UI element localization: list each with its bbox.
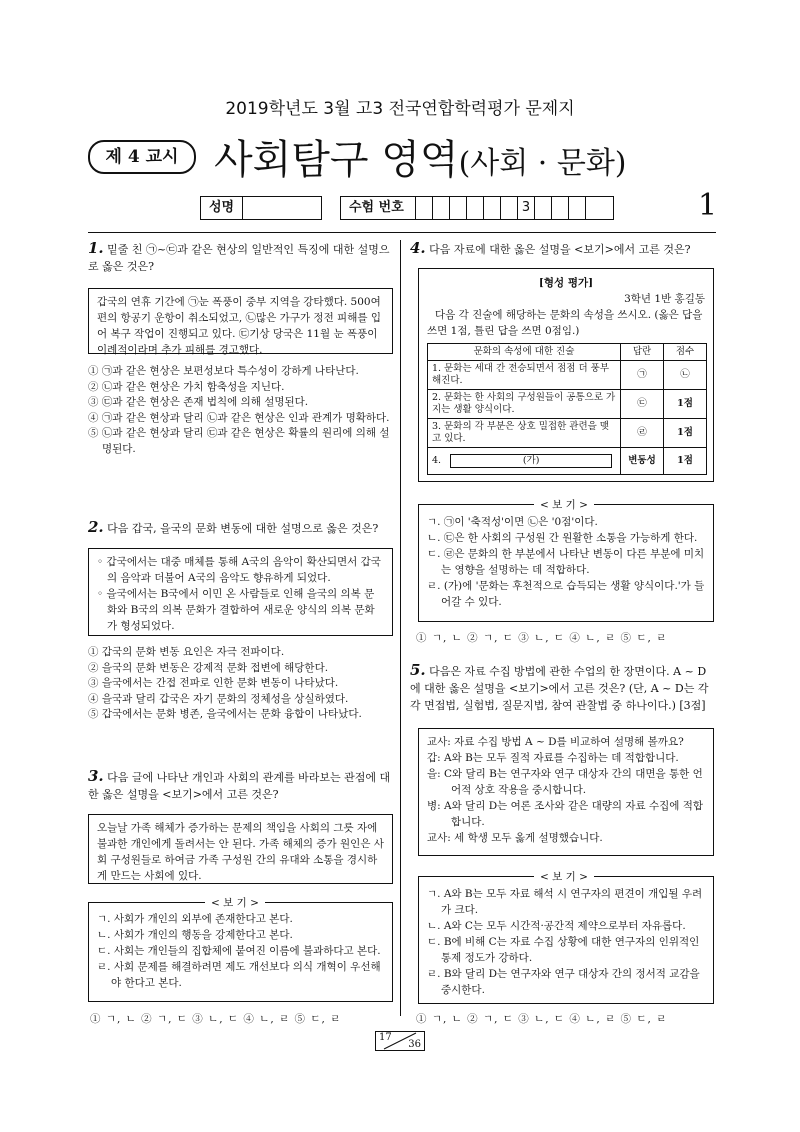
question-2-number: 2.: [88, 518, 104, 536]
choice: ④ 을국과 달리 갑국은 자기 문화의 정체성을 상실하였다.: [88, 692, 349, 705]
dialogue-line: 병: A와 달리 D는 여론 조사와 같은 대량의 자료 수집에 적합합니다.: [427, 800, 704, 828]
statement-cell: 3. 문화의 각 부분은 상호 밀접한 관련을 맺고 있다.: [428, 419, 621, 448]
name-label: 성명: [201, 197, 243, 219]
exam-number-box: [340, 196, 614, 220]
page-counter: [375, 1031, 425, 1051]
column-divider: [400, 240, 401, 1016]
row-number: 4.: [432, 455, 442, 466]
choice: ③ ㉢과 같은 현상은 존재 법칙에 의해 설명된다.: [88, 396, 309, 408]
question-1: [88, 240, 393, 275]
bogi-item: ㄱ. A와 B는 모두 자료 해석 시 연구자의 편견이 개입될 우려가 크다.: [427, 888, 703, 916]
bogi-item: ㄷ. B에 비해 C는 자료 수집 상황에 대한 연구자의 인위적인 통제 정도가 강하다.: [427, 936, 700, 964]
choice: ④ ㉠과 같은 현상과 달리 ㉡과 같은 현상은 인과 관계가 명확하다.: [88, 411, 390, 424]
passage-item: ◦ 갑국에서는 대중 매체를 통해 A국의 음악이 확산되면서 갑국의 음악과 더불어 A국의 음악도 향유하게 되었다.: [97, 556, 381, 584]
question-4-number: 4.: [410, 239, 426, 257]
dialogue-line: 을: C와 달리 B는 연구자와 연구 대상자 간의 대면을 통한 언어적 상호 작용을 중시합니다.: [427, 768, 703, 796]
question-5-dialogue: [418, 728, 714, 856]
question-3-bogi: [88, 902, 393, 1002]
eval-table: [427, 343, 707, 475]
answer-cell: ㉣: [621, 419, 664, 448]
table-header: 점수: [664, 344, 707, 361]
table-row: [428, 390, 707, 419]
bogi-item: ㄱ. ㉠이 '축적성'이면 ㉡은 '0점'이다.: [427, 516, 598, 528]
choice: ② ㉡과 같은 현상은 가치 함축성을 지닌다.: [88, 380, 285, 393]
table-header: 문화의 속성에 대한 진술: [428, 344, 621, 361]
bogi-item: ㄴ. A와 C는 모두 시간적·공간적 제약으로부터 자유롭다.: [427, 920, 686, 932]
eval-instruction: 다음 각 진술에 해당하는 문화의 속성을 쓰시오. (옳은 답을 쓰면 1점, 틀린 답을 쓰면 0점임.): [427, 309, 703, 337]
bogi-item: ㄷ. 사회는 개인들의 집합체에 붙여진 이름에 불과하다고 본다.: [97, 945, 381, 957]
dialogue-line: 교사: 자료 수집 방법 A ~ D를 비교하여 설명해 볼까요?: [427, 736, 684, 748]
question-3-passage: 오늘날 가족 해체가 증가하는 문제의 책임을 사회의 그릇 자에 불과한 개인에게 돌려서는 안 된다. 가족 해체의 증가 원인은 사회 구성원들로 하여금 가족 구성원 간의 유대와 소통을 경시하게 만드는 사회에 있다.: [88, 814, 393, 884]
bogi-item: ㄴ. 사회가 개인의 행동을 강제한다고 본다.: [97, 929, 293, 941]
question-5: [410, 662, 715, 714]
page-current: 17: [379, 1032, 392, 1043]
question-1-passage: 갑국의 연휴 기간에 ㉠눈 폭풍이 중부 지역을 강타했다. 500여 편의 항공기 운항이 취소되었고, ㉡많은 가구가 정전 피해를 입어 복구 작업이 진행되고 있다. ㉢기상 당국은 11월 눈 폭풍이 이례적이라며 추가 피해를 경고했다.: [88, 288, 393, 354]
bogi-item: ㄹ. (가)에 '문화는 후천적으로 습득되는 생활 양식이다.'가 들어갈 수 있다.: [427, 580, 705, 608]
exam-number-label: 수험 번호: [341, 197, 416, 219]
exam-digit: 3: [518, 197, 535, 219]
table-row: [428, 448, 707, 475]
score-cell: 1점: [664, 448, 707, 475]
page-total: 36: [408, 1039, 421, 1050]
question-3: [88, 768, 393, 803]
subject-title: [214, 128, 627, 185]
statement-cell: [428, 448, 621, 475]
question-1-stem: 밑줄 친 ㉠~㉢과 같은 현상의 일반적인 특징에 대한 설명으로 옳은 것은?: [88, 243, 390, 273]
question-1-number: 1.: [88, 239, 104, 257]
answer-cell: ㉠: [621, 361, 664, 390]
choice: ② 을국의 문화 변동은 강제적 문화 접변에 해당한다.: [88, 661, 329, 674]
period-badge: 제 4 교시: [88, 140, 196, 174]
bogi-title: < 보 기 >: [534, 497, 594, 512]
question-2: [88, 519, 393, 537]
question-5-stem: 다음은 자료 수집 방법에 관한 수업의 한 장면이다. A ~ D에 대한 옳은 설명을 <보기>에서 고른 것은? (단, A ~ D는 각각 면접법, 실험법, 질문지법, 참여 관찰법 중 하나이다.) [3점]: [410, 665, 709, 712]
blank-ga: (가): [450, 454, 612, 468]
question-4-bogi: [418, 504, 714, 622]
choice: ③ 을국에서는 간접 전파로 인한 문화 변동이 나타났다.: [88, 677, 339, 689]
bogi-item: ㄴ. ㉢은 한 사회의 구성원 간 원활한 소통을 가능하게 한다.: [427, 532, 698, 544]
student-info: 3학년 1반 홍길동: [624, 293, 705, 305]
question-5-bogi: [418, 876, 714, 1004]
bogi-title: < 보 기 >: [534, 869, 594, 884]
question-2-stem: 다음 갑국, 을국의 문화 변동에 대한 설명으로 옳은 것은?: [107, 522, 379, 535]
score-cell: 1점: [664, 419, 707, 448]
question-5-number: 5.: [410, 661, 426, 679]
question-4: [410, 240, 715, 258]
dialogue-line: 갑: A와 B는 모두 질적 자료를 수집하는 데 적합합니다.: [427, 752, 679, 764]
bogi-item: ㄷ. ㉣은 문화의 한 부분에서 나타난 변동이 다른 부분에 미치는 영향을 설명하는 데 적합하다.: [427, 548, 705, 576]
statement-cell: 1. 문화는 세대 간 전승되면서 점점 더 풍부해진다.: [428, 361, 621, 390]
question-2-choices: [88, 645, 393, 723]
choice: ① 갑국의 문화 변동 요인은 자극 전파이다.: [88, 646, 285, 658]
answer-cell: ㉢: [621, 390, 664, 419]
table-row: [428, 361, 707, 390]
header-divider: [88, 232, 716, 233]
exam-title: 2019학년도 3월 고3 전국연합학력평가 문제지: [225, 99, 575, 119]
question-1-choices: [88, 364, 393, 457]
bogi-title: < 보 기 >: [205, 895, 265, 910]
statement-cell: 2. 문화는 한 사회의 구성원들이 공통으로 가지는 생활 양식이다.: [428, 390, 621, 419]
question-2-passage: [88, 548, 393, 636]
score-cell: ㉡: [664, 361, 707, 390]
passage-item: ◦ 을국에서는 B국에서 이민 온 사람들로 인해 을국의 의복 문화와 B국의 의복 문화가 결합하여 새로운 양식의 의복 문화가 형성되었다.: [97, 588, 375, 632]
dialogue-line: 교사: 세 학생 모두 옳게 설명했습니다.: [427, 832, 603, 844]
question-3-number: 3.: [88, 767, 104, 785]
bogi-item: ㄹ. B와 달리 D는 연구자와 연구 대상자 간의 정서적 교감을 중시한다.: [427, 968, 700, 996]
bogi-item: ㄱ. 사회가 개인의 외부에 존재한다고 본다.: [97, 913, 293, 925]
question-3-stem: 다음 글에 나타난 개인과 사회의 관계를 바라보는 관점에 대한 옳은 설명을 <보기>에서 고른 것은?: [88, 771, 391, 801]
score-cell: 1점: [664, 390, 707, 419]
question-4-stem: 다음 자료에 대한 옳은 설명을 <보기>에서 고른 것은?: [429, 243, 691, 256]
answer-cell: 변동성: [621, 448, 664, 475]
question-5-answers: ① ㄱ, ㄴ ② ㄱ, ㄷ ③ ㄴ, ㄷ ④ ㄴ, ㄹ ⑤ ㄷ, ㄹ: [416, 1013, 668, 1025]
question-3-answers: ① ㄱ, ㄴ ② ㄱ, ㄷ ③ ㄴ, ㄷ ④ ㄴ, ㄹ ⑤ ㄷ, ㄹ: [90, 1013, 342, 1025]
subject-sub: (사회 · 문화): [458, 146, 627, 181]
choice: ⑤ ㉡과 같은 현상과 달리 ㉢과 같은 현상은 확률의 원리에 의해 설명된다.: [88, 427, 390, 455]
page-number: 1: [698, 188, 718, 223]
table-row: [428, 419, 707, 448]
question-4-answers: ① ㄱ, ㄴ ② ㄱ, ㄷ ③ ㄴ, ㄷ ④ ㄴ, ㄹ ⑤ ㄷ, ㄹ: [416, 632, 668, 644]
table-header: 답란: [621, 344, 664, 361]
bogi-item: ㄹ. 사회 문제를 해결하려면 제도 개선보다 의식 개혁이 우선해야 한다고 본다.: [97, 961, 381, 989]
name-box: [200, 196, 322, 220]
choice: ① ㉠과 같은 현상은 보편성보다 특수성이 강하게 나타난다.: [88, 365, 359, 377]
subject-main: 사회탐구 영역: [214, 137, 459, 183]
question-4-material: [418, 268, 714, 482]
eval-title: [형성 평가]: [538, 277, 594, 289]
choice: ⑤ 갑국에서는 문화 병존, 을국에서는 문화 융합이 나타났다.: [88, 708, 362, 720]
